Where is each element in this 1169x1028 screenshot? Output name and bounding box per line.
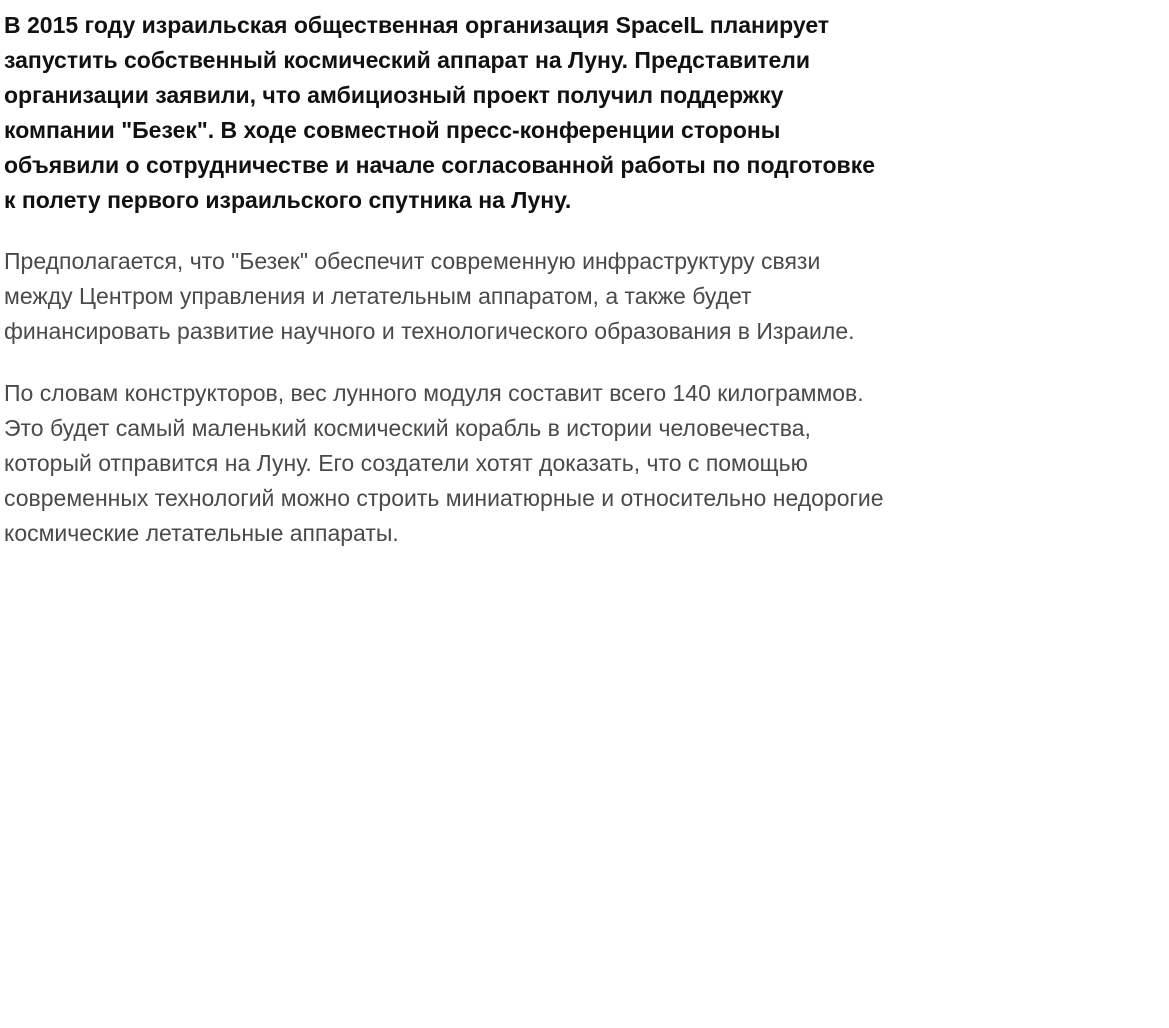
article-paragraph: Предполагается, что "Безек" обеспечит современную инфраструктуру связи между Центром управления и летательным аппаратом, а также будет финансировать развитие научного и технологического образования в Израиле.	[4, 248, 855, 344]
article-paragraph: По словам конструкторов, вес лунного модуля составит всего 140 килограммов. Это будет самый маленький космический корабль в истории человечества, который отправится на Луну. Его создатели хотят доказать, что с помощью современных технологий можно строить миниатюрные и относительно недорогие космические летательные аппараты.	[4, 380, 884, 546]
article-lead: В 2015 году израильская общественная организация SpaceIL планирует запустить собственный космический аппарат на Луну. Представители организации заявили, что амбициозный проект получил поддержку компании "Безек". В ходе совместной пресс-конференции стороны объявили о сотрудничестве и начале согласованной работы по подготовке к полету первого израильского спутника на Луну.	[4, 12, 875, 213]
article	[4, 8, 884, 551]
